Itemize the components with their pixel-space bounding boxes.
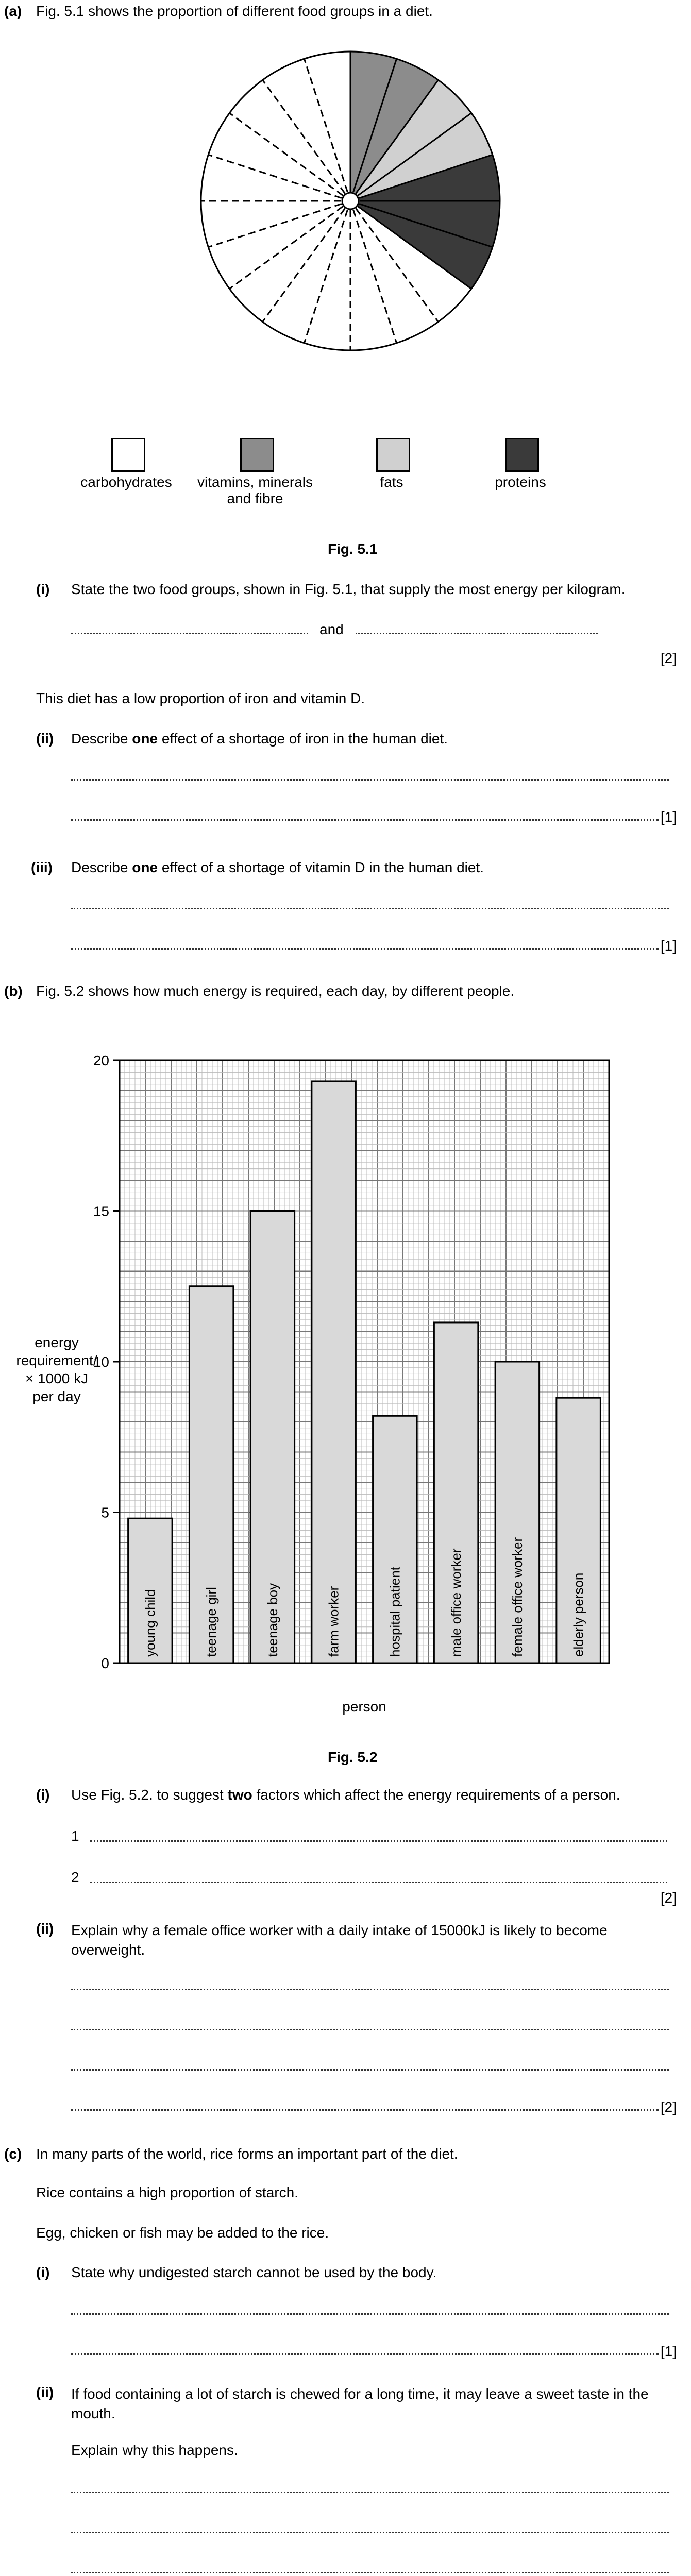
key-label-vitamins: vitamins, minerals and fibre bbox=[197, 474, 313, 506]
q-b-ii-number: (ii) bbox=[36, 1921, 54, 1937]
q-a-iii-text-bold: one bbox=[132, 859, 158, 875]
bar-farm-worker bbox=[312, 1081, 356, 1663]
key-swatch-proteins bbox=[505, 438, 539, 472]
answer-line-c-ii-3[interactable] bbox=[71, 2572, 669, 2573]
answer-line-b-i-1[interactable] bbox=[90, 1840, 667, 1842]
y-axis-label-line3: × 1000 kJ bbox=[25, 1370, 89, 1386]
answer-line-b-i-2[interactable] bbox=[90, 1882, 667, 1883]
answer-line-b-ii-2[interactable] bbox=[71, 2029, 669, 2030]
food-groups-pie-chart bbox=[196, 46, 505, 355]
x-axis-label: person bbox=[342, 1699, 386, 1715]
answer-line-c-i-1[interactable] bbox=[71, 2313, 669, 2315]
q-b-ii-text: Explain why a female office worker with a daily intake of 15000kJ is likely to become overweight. bbox=[71, 1922, 608, 1958]
q-a-ii-text-post: effect of a shortage of iron in the human diet. bbox=[158, 731, 448, 747]
key-label-carbohydrates: carbohydrates bbox=[80, 474, 172, 490]
q-c-ii-text2: Explain why this happens. bbox=[71, 2442, 238, 2458]
key-swatch-fats bbox=[376, 438, 410, 472]
q-b-i-text bbox=[71, 1787, 620, 1803]
fig-5-1-caption: Fig. 5.1 bbox=[328, 541, 378, 557]
q-b-i-line-2-number: 2 bbox=[71, 1869, 79, 1885]
answer-line-c-ii-1[interactable] bbox=[71, 2492, 669, 2493]
q-b-i-text-pre: Use Fig. 5.2. to suggest bbox=[71, 1787, 228, 1803]
part-c-line2: Rice contains a high proportion of starch. bbox=[36, 2184, 298, 2200]
part-a-intro: Fig. 5.1 shows the proportion of different food groups in a diet. bbox=[36, 3, 433, 19]
y-tick-label: 5 bbox=[101, 1504, 109, 1521]
bar-label-hospital-patient: hospital patient bbox=[387, 1567, 403, 1657]
part-a-label: (a) bbox=[4, 3, 22, 19]
y-axis-label-line2: requirement/ bbox=[16, 1352, 97, 1368]
bar-label-teenage-boy: teenage boy bbox=[264, 1583, 280, 1657]
q-a-iii-number: (iii) bbox=[31, 859, 53, 875]
marks-b-ii: [2] bbox=[660, 2099, 677, 2115]
q-a-ii-number: (ii) bbox=[36, 731, 54, 747]
q-b-i-text-bold: two bbox=[227, 1787, 252, 1803]
marks-c-i: [1] bbox=[660, 2343, 677, 2359]
marks-b-i: [2] bbox=[660, 1890, 677, 1906]
fig-5-2-caption: Fig. 5.2 bbox=[328, 1749, 378, 1765]
q-c-ii-text: If food containing a lot of starch is chewed for a long time, it may leave a sweet taste in the mouth. bbox=[71, 2386, 649, 2421]
answer-line-a-ii-2[interactable] bbox=[71, 819, 659, 821]
part-c-label: (c) bbox=[4, 2146, 22, 2162]
answer-line-a-iii-1[interactable] bbox=[71, 908, 669, 909]
key-swatch-vitamins bbox=[240, 438, 274, 472]
diet-note: This diet has a low proportion of iron and vitamin D. bbox=[36, 690, 365, 706]
answer-line-b-ii-1[interactable] bbox=[71, 1989, 669, 1990]
marks-a-ii: [1] bbox=[660, 809, 677, 825]
q-b-i-text-post: factors which affect the energy requirements of a person. bbox=[252, 1787, 620, 1803]
y-axis-label-line4: per day bbox=[32, 1388, 81, 1404]
part-b-label: (b) bbox=[4, 983, 23, 999]
q-c-ii-number: (ii) bbox=[36, 2384, 54, 2400]
bar-label-teenage-girl: teenage girl bbox=[204, 1587, 220, 1657]
q-a-i-number: (i) bbox=[36, 581, 50, 597]
q-a-iii-text-pre: Describe bbox=[71, 859, 132, 875]
answer-line-c-i-2[interactable] bbox=[71, 2353, 659, 2355]
key-swatch-carbohydrates bbox=[111, 438, 145, 472]
answer-line-a-i-second[interactable] bbox=[356, 633, 598, 634]
marks-a-i: [2] bbox=[660, 650, 677, 666]
answer-line-a-iii-2[interactable] bbox=[71, 948, 659, 950]
answer-line-b-ii-3[interactable] bbox=[71, 2069, 669, 2071]
pie-center bbox=[342, 193, 359, 209]
answer-line-c-ii-2[interactable] bbox=[71, 2532, 669, 2533]
answer-line-b-ii-4[interactable] bbox=[71, 2109, 659, 2111]
q-a-ii-text-pre: Describe bbox=[71, 731, 132, 747]
key-label-proteins: proteins bbox=[495, 474, 546, 490]
q-a-iii-text-post: effect of a shortage of vitamin D in the human diet. bbox=[158, 859, 484, 875]
q-b-i-line-1-number: 1 bbox=[71, 1828, 79, 1844]
q-a-ii-text bbox=[71, 731, 448, 747]
marks-a-iii: [1] bbox=[660, 938, 677, 954]
bar-label-young-child: young child bbox=[142, 1589, 158, 1657]
energy-requirement-bar-chart bbox=[0, 1010, 691, 1731]
part-c-line3: Egg, chicken or fish may be added to the rice. bbox=[36, 2225, 329, 2241]
y-tick-label: 0 bbox=[101, 1655, 109, 1671]
bar-label-elderly-person: elderly person bbox=[570, 1572, 586, 1657]
key-label-fats: fats bbox=[380, 474, 403, 490]
q-a-i-text: State the two food groups, shown in Fig. 5.1, that supply the most energy per kilogram. bbox=[71, 581, 626, 597]
q-a-iii-text bbox=[71, 859, 484, 876]
answer-line-a-i-first[interactable] bbox=[71, 633, 308, 634]
q-a-ii-text-bold: one bbox=[132, 731, 158, 747]
answer-line-a-ii-1[interactable] bbox=[71, 779, 669, 781]
bar-label-female-office-worker: female office worker bbox=[509, 1537, 525, 1657]
y-tick-label: 10 bbox=[93, 1354, 109, 1370]
bar-label-male-office-worker: male office worker bbox=[448, 1548, 464, 1657]
y-tick-label: 20 bbox=[93, 1053, 109, 1069]
bar-label-farm-worker: farm worker bbox=[326, 1586, 342, 1657]
q-c-i-number: (i) bbox=[36, 2264, 50, 2280]
y-tick-label: 15 bbox=[93, 1203, 109, 1219]
q-a-i-and: and bbox=[319, 621, 344, 637]
part-b-intro: Fig. 5.2 shows how much energy is required, each day, by different people. bbox=[36, 983, 515, 999]
q-b-i-number: (i) bbox=[36, 1787, 50, 1803]
y-axis-label-line1: energy bbox=[35, 1334, 79, 1350]
part-c-intro: In many parts of the world, rice forms an important part of the diet. bbox=[36, 2146, 458, 2162]
q-c-i-text: State why undigested starch cannot be used by the body. bbox=[71, 2264, 437, 2280]
